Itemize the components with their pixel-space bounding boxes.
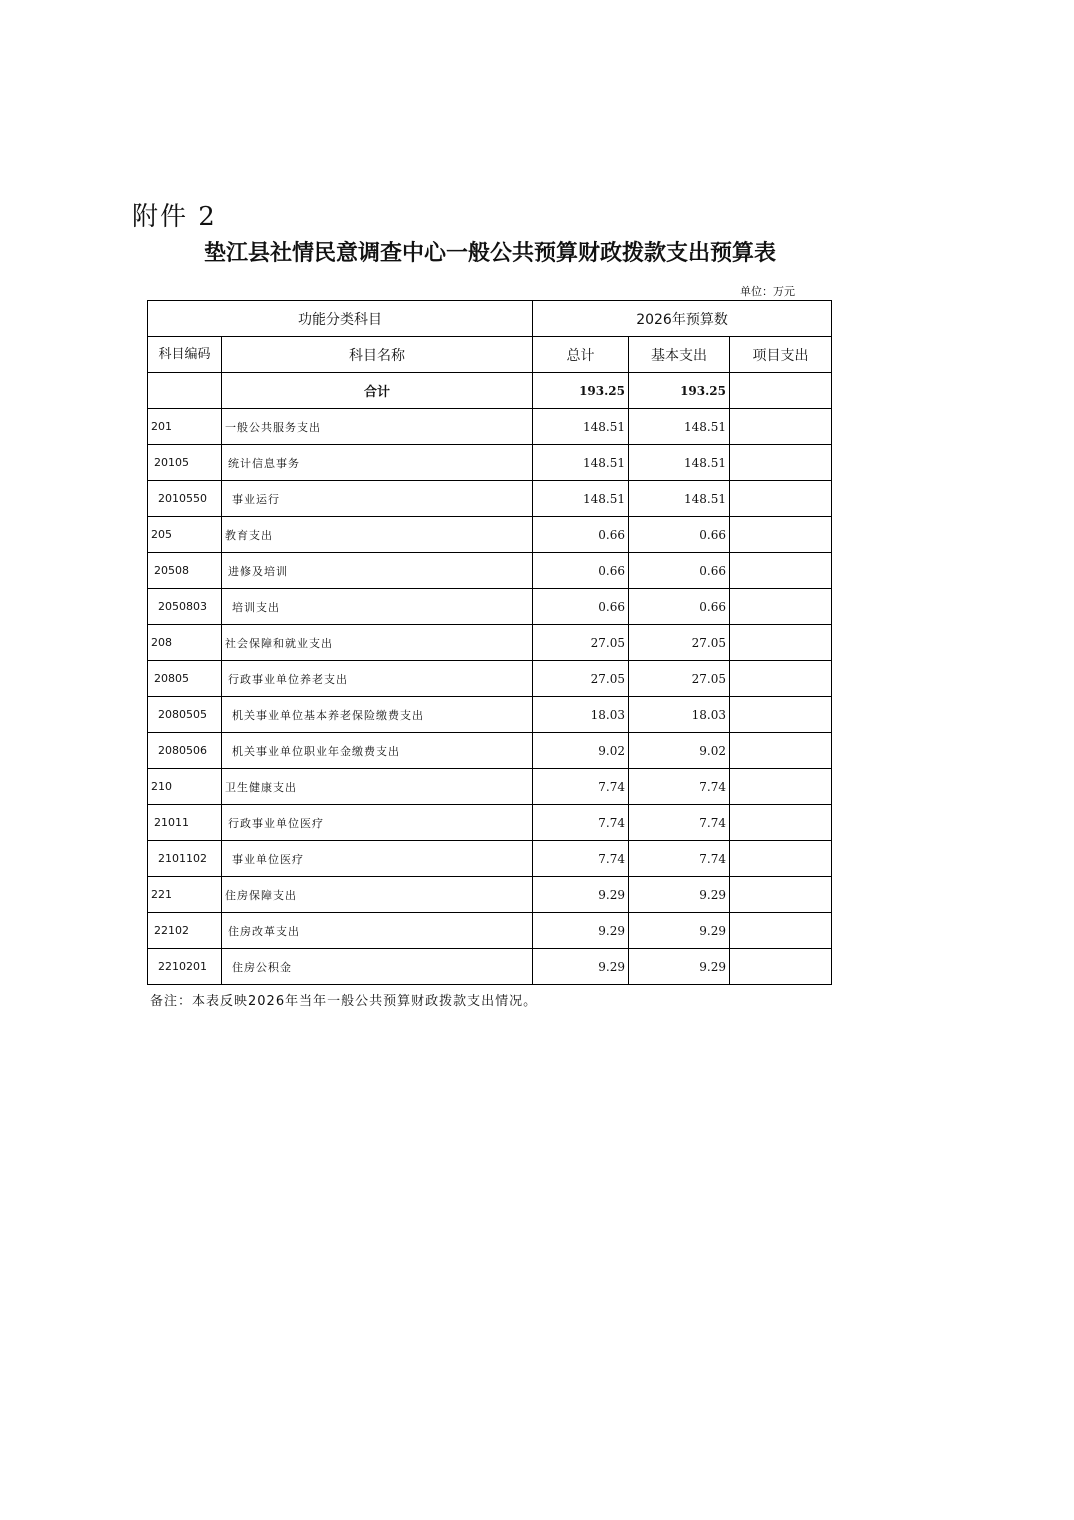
row-project <box>730 445 832 481</box>
row-total: 27.05 <box>533 625 629 661</box>
row-name: 住房改革支出 <box>222 913 533 949</box>
row-name: 机关事业单位基本养老保险缴费支出 <box>222 697 533 733</box>
row-basic: 148.51 <box>629 481 730 517</box>
unit-label: 单位：万元 <box>740 285 795 298</box>
table-row <box>148 661 832 697</box>
row-name: 事业单位医疗 <box>222 841 533 877</box>
row-name: 住房保障支出 <box>222 877 533 913</box>
row-project <box>730 733 832 769</box>
table-row <box>148 877 832 913</box>
row-code: 22102 <box>148 913 222 949</box>
row-code: 2050803 <box>148 589 222 625</box>
column-header-row <box>148 337 832 373</box>
row-code: 210 <box>148 769 222 805</box>
table-row <box>148 733 832 769</box>
row-basic: 7.74 <box>629 769 730 805</box>
total-row-basic: 193.25 <box>629 373 730 409</box>
row-total: 7.74 <box>533 841 629 877</box>
row-project <box>730 877 832 913</box>
row-total: 0.66 <box>533 517 629 553</box>
total-row-total: 193.25 <box>533 373 629 409</box>
row-code: 201 <box>148 409 222 445</box>
table-row <box>148 913 832 949</box>
row-project <box>730 769 832 805</box>
row-basic: 148.51 <box>629 445 730 481</box>
row-total: 148.51 <box>533 481 629 517</box>
row-total: 0.66 <box>533 589 629 625</box>
row-total: 0.66 <box>533 553 629 589</box>
code-column-header: 科目编码 <box>148 337 222 373</box>
row-name: 行政事业单位养老支出 <box>222 661 533 697</box>
row-code: 2080505 <box>148 697 222 733</box>
row-basic: 18.03 <box>629 697 730 733</box>
row-basic: 27.05 <box>629 661 730 697</box>
total-row <box>148 373 832 409</box>
table-row <box>148 841 832 877</box>
row-basic: 148.51 <box>629 409 730 445</box>
row-code: 2101102 <box>148 841 222 877</box>
group-header-row <box>148 301 832 337</box>
attachment-label: 附件 2 <box>132 202 217 232</box>
row-name: 统计信息事务 <box>222 445 533 481</box>
row-name: 卫生健康支出 <box>222 769 533 805</box>
table-row <box>148 553 832 589</box>
table-row <box>148 805 832 841</box>
row-project <box>730 697 832 733</box>
table-row <box>148 445 832 481</box>
document-title: 垫江县社情民意调查中心一般公共预算财政拨款支出预算表 <box>203 241 776 266</box>
row-code: 21011 <box>148 805 222 841</box>
row-total: 9.29 <box>533 913 629 949</box>
row-total: 9.29 <box>533 877 629 913</box>
row-project <box>730 517 832 553</box>
total-row-code <box>148 373 222 409</box>
row-name: 进修及培训 <box>222 553 533 589</box>
table-row <box>148 589 832 625</box>
function-classification-header: 功能分类科目 <box>148 301 533 337</box>
row-project <box>730 661 832 697</box>
budget-year-header: 2026年预算数 <box>533 301 832 337</box>
row-name: 事业运行 <box>222 481 533 517</box>
row-basic: 9.29 <box>629 877 730 913</box>
row-total: 148.51 <box>533 409 629 445</box>
row-basic: 9.29 <box>629 949 730 985</box>
total-column-header: 总计 <box>533 337 629 373</box>
row-total: 9.02 <box>533 733 629 769</box>
row-name: 一般公共服务支出 <box>222 409 533 445</box>
row-basic: 0.66 <box>629 517 730 553</box>
row-name: 住房公积金 <box>222 949 533 985</box>
row-basic: 7.74 <box>629 841 730 877</box>
row-project <box>730 553 832 589</box>
budget-table <box>147 300 832 985</box>
table-row <box>148 625 832 661</box>
row-code: 221 <box>148 877 222 913</box>
table-row <box>148 769 832 805</box>
row-total: 148.51 <box>533 445 629 481</box>
row-project <box>730 913 832 949</box>
total-row-label: 合计 <box>222 373 533 409</box>
basic-column-header: 基本支出 <box>629 337 730 373</box>
table-row <box>148 697 832 733</box>
table-row <box>148 949 832 985</box>
row-total: 18.03 <box>533 697 629 733</box>
total-row-project <box>730 373 832 409</box>
project-column-header: 项目支出 <box>730 337 832 373</box>
row-code: 208 <box>148 625 222 661</box>
row-code: 20805 <box>148 661 222 697</box>
row-basic: 0.66 <box>629 589 730 625</box>
row-name: 机关事业单位职业年金缴费支出 <box>222 733 533 769</box>
table-row <box>148 409 832 445</box>
row-code: 20508 <box>148 553 222 589</box>
row-basic: 0.66 <box>629 553 730 589</box>
row-project <box>730 949 832 985</box>
row-project <box>730 481 832 517</box>
footnote: 备注：本表反映2026年当年一般公共预算财政拨款支出情况。 <box>150 994 538 1009</box>
row-basic: 9.29 <box>629 913 730 949</box>
row-name: 行政事业单位医疗 <box>222 805 533 841</box>
row-project <box>730 841 832 877</box>
row-code: 2210201 <box>148 949 222 985</box>
row-basic: 9.02 <box>629 733 730 769</box>
row-total: 9.29 <box>533 949 629 985</box>
row-basic: 7.74 <box>629 805 730 841</box>
row-name: 社会保障和就业支出 <box>222 625 533 661</box>
row-project <box>730 409 832 445</box>
row-project <box>730 589 832 625</box>
row-code: 205 <box>148 517 222 553</box>
name-column-header: 科目名称 <box>222 337 533 373</box>
row-code: 2080506 <box>148 733 222 769</box>
table-row <box>148 481 832 517</box>
row-name: 培训支出 <box>222 589 533 625</box>
row-project <box>730 625 832 661</box>
row-code: 20105 <box>148 445 222 481</box>
row-basic: 27.05 <box>629 625 730 661</box>
row-name: 教育支出 <box>222 517 533 553</box>
row-total: 7.74 <box>533 805 629 841</box>
row-code: 2010550 <box>148 481 222 517</box>
row-project <box>730 805 832 841</box>
row-total: 7.74 <box>533 769 629 805</box>
table-row <box>148 517 832 553</box>
row-total: 27.05 <box>533 661 629 697</box>
